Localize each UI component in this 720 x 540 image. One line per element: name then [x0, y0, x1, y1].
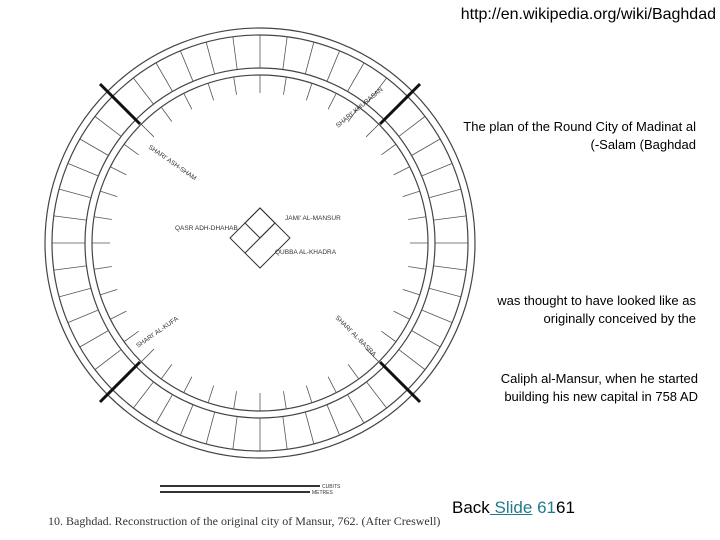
ring-divider: [348, 395, 365, 424]
street-divider: [184, 377, 192, 393]
ring-divider: [54, 216, 87, 220]
ring-divider: [59, 288, 91, 297]
label-kufa: SHARI' AL-KUFA: [135, 315, 180, 350]
label-jami: JAMI' AL-MANSUR: [285, 215, 341, 222]
ring-divider: [327, 51, 340, 81]
ring-divider: [95, 116, 121, 136]
ring-divider: [233, 37, 237, 70]
ring-divider: [156, 63, 173, 92]
ring-divider: [399, 350, 425, 370]
ring-divider: [283, 417, 287, 450]
street-divider: [208, 83, 214, 100]
scale-cubits: CUBITS: [322, 484, 341, 490]
label-qubba: QUBBA AL-KHADRA: [275, 249, 337, 256]
street-divider: [100, 191, 117, 197]
slide-number-suffix: 61: [555, 498, 575, 517]
street-divider: [141, 124, 154, 137]
ring-divider: [180, 405, 193, 435]
ring-divider: [80, 331, 109, 348]
label-khurasan: SHARI' KHURASAN: [334, 86, 385, 130]
ring-divider: [156, 395, 173, 424]
street-divider: [328, 377, 336, 393]
ring-divider: [434, 266, 467, 270]
street-divider: [124, 331, 139, 342]
street-divider: [381, 331, 396, 342]
caption-block-2: [456, 292, 696, 328]
scale-metres: METRES: [312, 490, 333, 496]
scale-bar: [160, 478, 341, 508]
ring-divider: [412, 331, 441, 348]
source-url[interactable]: http://en.wikipedia.org/wiki/Baghdad: [460, 6, 716, 23]
street-divider: [94, 266, 112, 269]
central-compound: [230, 208, 290, 268]
street-divider: [124, 144, 139, 155]
caption-line: (-Salam (Baghdad: [590, 137, 696, 152]
street-divider: [184, 93, 192, 109]
street-divider: [234, 77, 237, 95]
street-divider: [208, 386, 214, 403]
ring-divider: [180, 51, 193, 81]
street-divider: [403, 191, 420, 197]
street-divider: [234, 391, 237, 409]
ring-divider: [80, 139, 109, 156]
caption-line: was thought to have looked like as: [497, 293, 696, 308]
ring-divider: [95, 350, 121, 370]
ring-divider: [429, 189, 461, 198]
street-divider: [110, 311, 126, 319]
caption-block-3: [458, 370, 698, 406]
ring-divider: [206, 42, 215, 74]
caption-line: building his new capital in 758 AD: [504, 389, 698, 404]
street-divider: [381, 144, 396, 155]
ring-divider: [283, 37, 287, 70]
street-divider: [394, 311, 410, 319]
slide-footer: [452, 498, 575, 518]
ring-divider: [54, 266, 87, 270]
label-basra: SHARI' AL-BASRA: [333, 314, 378, 359]
ring-divider: [68, 163, 98, 176]
street-divider: [403, 289, 420, 295]
ring-divider: [68, 310, 98, 323]
street-divider: [141, 349, 154, 362]
ring-divider: [434, 216, 467, 220]
street-divider: [408, 266, 426, 269]
ring-divider: [206, 412, 215, 444]
street-divider: [100, 289, 117, 295]
street-divider: [161, 364, 172, 379]
street-divider: [161, 107, 172, 122]
ring-divider: [367, 382, 387, 408]
ring-divider: [133, 78, 153, 104]
ring-divider: [422, 163, 452, 176]
street-divider: [94, 217, 112, 220]
street-divider: [283, 391, 286, 409]
street-divider: [306, 83, 312, 100]
street-divider: [394, 167, 410, 175]
footer-back-text: Back: [452, 498, 490, 517]
ring-divider: [348, 63, 365, 92]
figure-caption: 10. Baghdad. Reconstruction of the original city of Mansur, 762. (After Creswell): [48, 514, 441, 528]
slide-number: 61: [537, 498, 556, 517]
caption-line: The plan of the Round City of Madinat al: [463, 119, 696, 134]
slide-link[interactable]: Slide: [489, 498, 533, 517]
street-divider: [328, 93, 336, 109]
street-divider: [348, 364, 359, 379]
ring-divider: [133, 382, 153, 408]
street-divider: [306, 386, 312, 403]
label-sham: SHARI' ASH-SHAM: [146, 143, 198, 183]
street-divider: [408, 217, 426, 220]
ring-divider: [233, 417, 237, 450]
round-city-plan: [40, 8, 480, 478]
ring-divider: [399, 116, 425, 136]
caption-line: Caliph al-Mansur, when he started: [500, 371, 698, 386]
ring-divider: [305, 42, 314, 74]
ring-divider: [59, 189, 91, 198]
street-divider: [110, 167, 126, 175]
street-divider: [366, 124, 379, 137]
ring-divider: [422, 310, 452, 323]
label-qasr: QASR ADH-DHAHAB: [175, 225, 238, 232]
street-divider: [283, 77, 286, 95]
caption-line: originally conceived by the: [543, 311, 696, 326]
ring-divider: [305, 412, 314, 444]
caption-block-1: [436, 118, 696, 154]
ring-divider: [327, 405, 340, 435]
